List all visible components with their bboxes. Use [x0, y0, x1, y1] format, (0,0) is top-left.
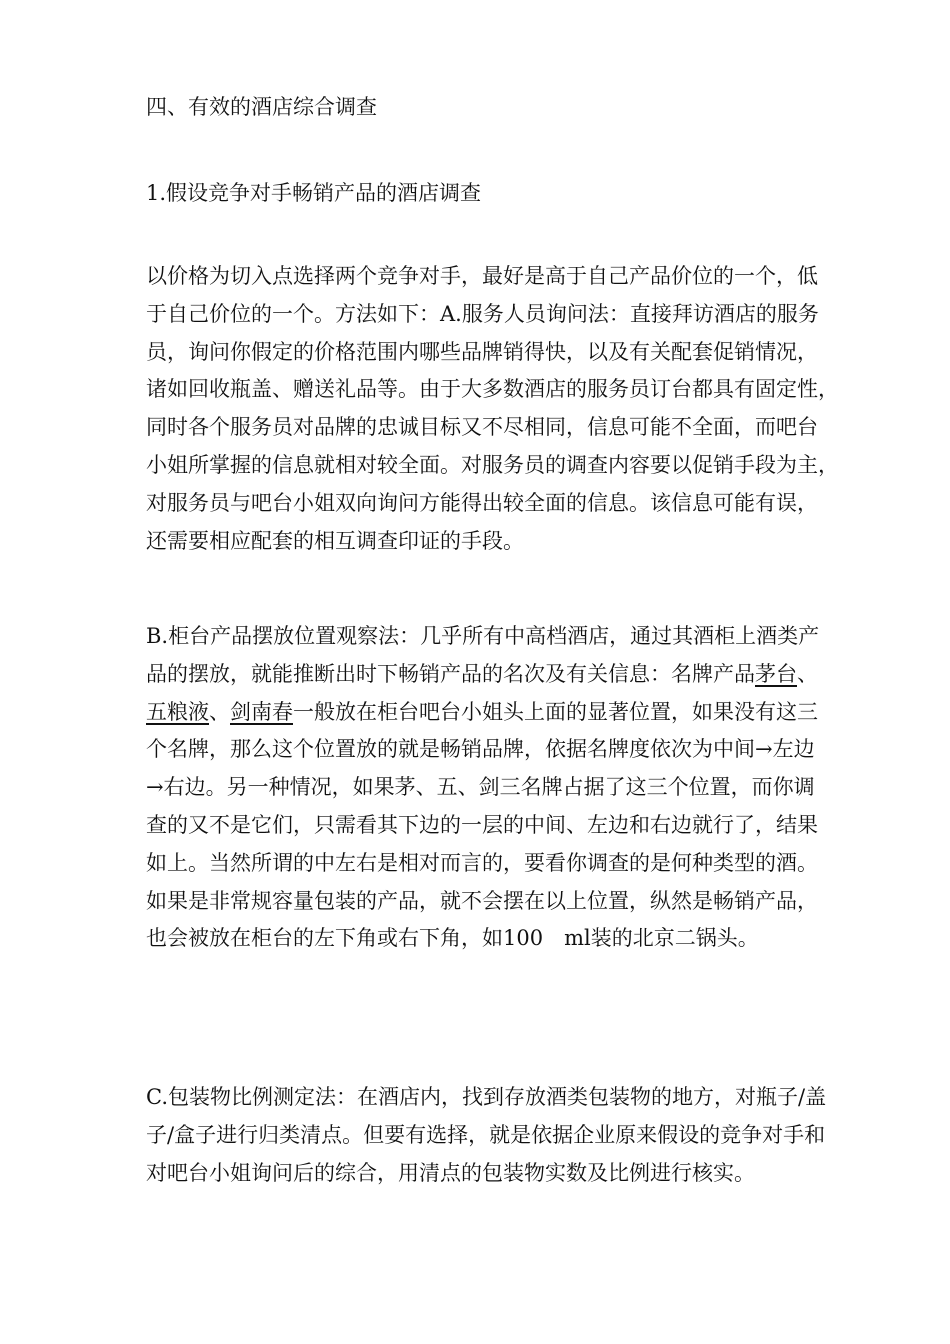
text-line: →右边。另一种情况，如果茅、五、剑三名牌占据了这三个位置，而你调	[146, 775, 815, 800]
text-line: 诸如回收瓶盖、赠送礼品等。由于大多数酒店的服务员订台都具有固定性，	[146, 377, 839, 402]
text-line: B.柜台产品摆放位置观察法：几乎所有中高档酒店，通过其酒柜上酒类产	[146, 624, 820, 648]
text-segment: 、	[797, 661, 818, 686]
paragraph-method-b	[146, 618, 874, 958]
text-line: 还需要相应配套的相互调查印证的手段。	[146, 528, 524, 553]
paragraph-method-c	[146, 1079, 874, 1192]
text-line: 于自己价位的一个。方法如下：A.服务人员询问法：直接拜访酒店的服务	[146, 301, 819, 326]
text-line: 子/盒子进行归类清点。但要有选择，就是依据企业原来假设的竞争对手和	[146, 1122, 826, 1147]
link-jiannanchun[interactable]: 剑南春	[230, 699, 293, 724]
text-line: 也会被放在柜台的左下角或右下角，如100 ml装的北京二锅头。	[146, 926, 759, 951]
text-segment: 品的摆放，就能推断出时下畅销产品的名次及有关信息：名牌产品	[146, 661, 755, 686]
text-line: 查的又不是它们，只需看其下边的一层的中间、左边和右边就行了，结果	[146, 812, 818, 837]
text-line	[146, 656, 874, 694]
link-wuliangye[interactable]: 五粮液	[146, 699, 209, 724]
text-line: 员，询问你假定的价格范围内哪些品牌销得快，以及有关配套促销情况，	[146, 339, 818, 364]
text-line: C.包装物比例测定法：在酒店内，找到存放酒类包装物的地方，对瓶子/盖	[146, 1085, 827, 1109]
text-line: 如果是非常规容量包装的产品，就不会摆在以上位置，纵然是畅销产品，	[146, 888, 818, 913]
text-segment: 一般放在柜台吧台小姐头上面的显著位置，如果没有这三	[293, 699, 818, 724]
paragraph-method-a	[146, 258, 874, 560]
text-line	[146, 694, 874, 732]
text-line: 个名牌，那么这个位置放的就是畅销品牌，依据名牌度依次为中间→左边	[146, 737, 815, 762]
text-line: 对吧台小姐询问后的综合，用清点的包装物实数及比例进行核实。	[146, 1160, 755, 1185]
section-subtitle: 1.假设竞争对手畅销产品的酒店调查	[146, 181, 482, 205]
section-title: 四、有效的酒店综合调查	[146, 95, 377, 119]
text-line: 小姐所掌握的信息就相对较全面。对服务员的调查内容要以促销手段为主，	[146, 452, 839, 477]
text-line: 对服务员与吧台小姐双向询问方能得出较全面的信息。该信息可能有误，	[146, 490, 818, 515]
text-segment: 、	[209, 699, 230, 724]
text-line: 同时各个服务员对品牌的忠诚目标又不尽相同，信息可能不全面，而吧台	[146, 415, 818, 440]
link-maotai[interactable]: 茅台	[755, 661, 797, 686]
text-line: 以价格为切入点选择两个竞争对手，最好是高于自己产品价位的一个，低	[146, 264, 818, 288]
text-line: 如上。当然所谓的中左右是相对而言的，要看你调查的是何种类型的酒。	[146, 850, 818, 875]
